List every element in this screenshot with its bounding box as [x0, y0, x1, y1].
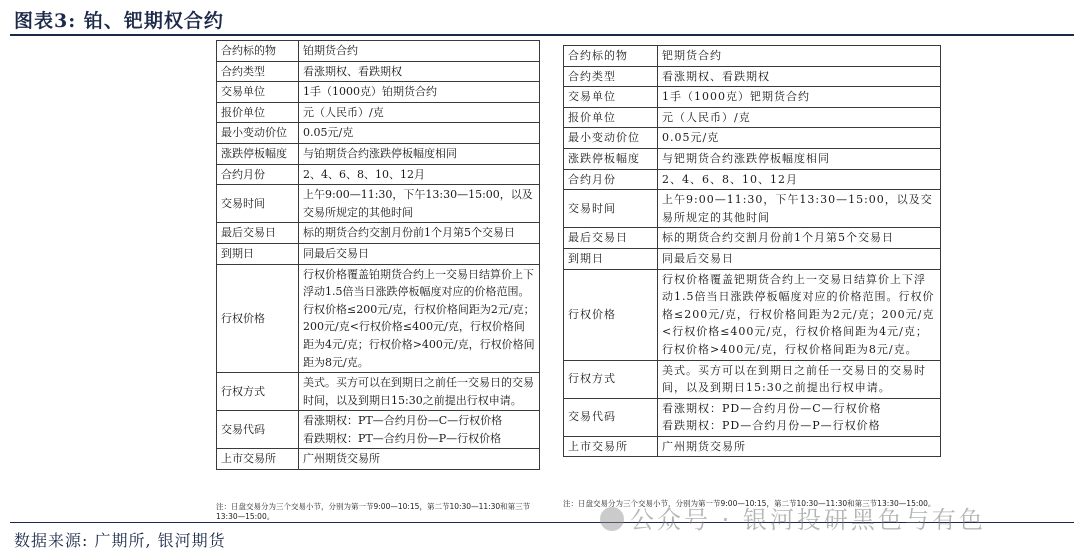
data-source: 数据来源: 广期所, 银河期货	[14, 531, 226, 550]
table-row	[217, 41, 540, 62]
row-key: 报价单位	[564, 107, 658, 128]
watermark-text: 公众号 · 银河投研黑色与有色	[630, 506, 986, 534]
palladium-table-note: 注：日盘交易分为三个交易小节，分别为第一节9:00—10:15，第二节10:30—11:30和第三节13:30—15:00。	[563, 499, 936, 508]
table-row	[217, 264, 540, 373]
row-value: 美式。买方可以在到期日之前任一交易日的交易时间，以及到期日15:30之前提出行权申请。	[658, 360, 941, 398]
row-key: 交易单位	[564, 87, 658, 108]
row-value: 1手（1000克）铂期货合约	[299, 82, 540, 103]
table-row	[217, 373, 540, 411]
row-key: 最后交易日	[217, 223, 299, 244]
row-value: 看涨期权、看跌期权	[658, 66, 941, 87]
row-key: 交易代码	[217, 411, 299, 449]
table-row	[564, 87, 941, 108]
row-value: 行权价格覆盖钯期货合约上一交易日结算价上下浮动1.5倍当日涨跌停板幅度对应的价格范围。行权价格≤200元/克，行权价格间距为2元/克；200元/克<行权价格≤400元/克，行权价格间距为4元/克；行权价格>400元/克，行权价格间距为8元/克。	[658, 269, 941, 360]
wechat-icon	[600, 507, 624, 531]
row-value: 美式。买方可以在到期日之前任一交易日的交易时间，以及到期日15:30之前提出行权申请。	[299, 373, 540, 411]
table-row	[217, 449, 540, 470]
palladium-option-contract-table	[563, 45, 941, 457]
title-rule	[10, 34, 1074, 36]
row-key: 交易时间	[217, 185, 299, 223]
row-key: 交易单位	[217, 82, 299, 103]
row-key: 合约标的物	[217, 41, 299, 62]
row-value: 行权价格覆盖铂期货合约上一交易日结算价上下浮动1.5倍当日涨跌停板幅度对应的价格范围。行权价格≤200元/克，行权价格间距为2元/克；200元/克<行权价格≤400元/克，行权价格间距为4元/克；行权价格>400元/克，行权价格间距为8元/克。	[299, 264, 540, 373]
row-key: 交易时间	[564, 190, 658, 228]
table-row	[564, 169, 941, 190]
row-value: 标的期货合约交割月份前1个月第5个交易日	[299, 223, 540, 244]
row-value: 元（人民币）/克	[658, 107, 941, 128]
table-row	[564, 148, 941, 169]
row-key: 到期日	[564, 248, 658, 269]
table-row	[217, 143, 540, 164]
row-value: 钯期货合约	[658, 46, 941, 67]
table-row	[564, 269, 941, 360]
row-key: 到期日	[217, 243, 299, 264]
row-value: 上午9:00—11:30，下午13:30—15:00，以及交易所规定的其他时间	[299, 185, 540, 223]
table-row	[564, 107, 941, 128]
row-value: 与铂期货合约涨跌停板幅度相同	[299, 143, 540, 164]
row-value: 0.05元/克	[299, 123, 540, 144]
row-value: 上午9:00—11:30，下午13:30—15:00，以及交易所规定的其他时间	[658, 190, 941, 228]
row-value: 广州期货交易所	[299, 449, 540, 470]
row-key: 合约月份	[564, 169, 658, 190]
row-value: 广州期货交易所	[658, 436, 941, 457]
row-key: 最小变动价位	[217, 123, 299, 144]
watermark	[600, 500, 986, 535]
table-row	[564, 360, 941, 398]
table-row	[217, 185, 540, 223]
row-value: 2、4、6、8、10、12月	[299, 164, 540, 185]
row-key: 报价单位	[217, 102, 299, 123]
row-key: 最小变动价位	[564, 128, 658, 149]
table-row	[564, 398, 941, 436]
row-value: 铂期货合约	[299, 41, 540, 62]
row-key: 上市交易所	[564, 436, 658, 457]
table-row	[217, 164, 540, 185]
table-row	[564, 66, 941, 87]
row-value: 看涨期权、看跌期权	[299, 61, 540, 82]
table-row	[564, 128, 941, 149]
platinum-table-note: 注：日盘交易分为三个交易小节，分别为第一节9:00—10:15，第二节10:30—11:30和第三节13:30—15:00。	[216, 502, 531, 521]
row-value: 看涨期权：PD—合约月份—C—行权价格 看跌期权：PD—合约月份—P—行权价格	[658, 398, 941, 436]
row-value: 元（人民币）/克	[299, 102, 540, 123]
table-row	[217, 61, 540, 82]
row-value: 与钯期货合约涨跌停板幅度相同	[658, 148, 941, 169]
figure-title: 图表3: 铂、钯期权合约	[14, 10, 224, 32]
row-key: 行权价格	[564, 269, 658, 360]
row-value: 同最后交易日	[658, 248, 941, 269]
row-value: 2、4、6、8、10、12月	[658, 169, 941, 190]
row-key: 上市交易所	[217, 449, 299, 470]
row-key: 行权价格	[217, 264, 299, 373]
table-row	[217, 223, 540, 244]
row-key: 合约类型	[564, 66, 658, 87]
row-value: 0.05元/克	[658, 128, 941, 149]
table-row	[564, 228, 941, 249]
table-row	[217, 243, 540, 264]
table-row	[564, 436, 941, 457]
table-row	[217, 411, 540, 449]
row-key: 最后交易日	[564, 228, 658, 249]
row-key: 合约类型	[217, 61, 299, 82]
table-row	[217, 123, 540, 144]
row-value: 标的期货合约交割月份前1个月第5个交易日	[658, 228, 941, 249]
row-value: 看涨期权：PT—合约月份—C—行权价格 看跌期权：PT—合约月份—P—行权价格	[299, 411, 540, 449]
row-key: 行权方式	[564, 360, 658, 398]
platinum-option-contract-table	[216, 40, 540, 470]
row-value: 1手（1000克）钯期货合约	[658, 87, 941, 108]
table-row	[217, 82, 540, 103]
row-key: 涨跌停板幅度	[217, 143, 299, 164]
row-key: 行权方式	[217, 373, 299, 411]
row-key: 合约标的物	[564, 46, 658, 67]
table-row	[217, 102, 540, 123]
row-key: 合约月份	[217, 164, 299, 185]
row-key: 涨跌停板幅度	[564, 148, 658, 169]
row-value: 同最后交易日	[299, 243, 540, 264]
table-row	[564, 46, 941, 67]
table-row	[564, 190, 941, 228]
table-row	[564, 248, 941, 269]
row-key: 交易代码	[564, 398, 658, 436]
